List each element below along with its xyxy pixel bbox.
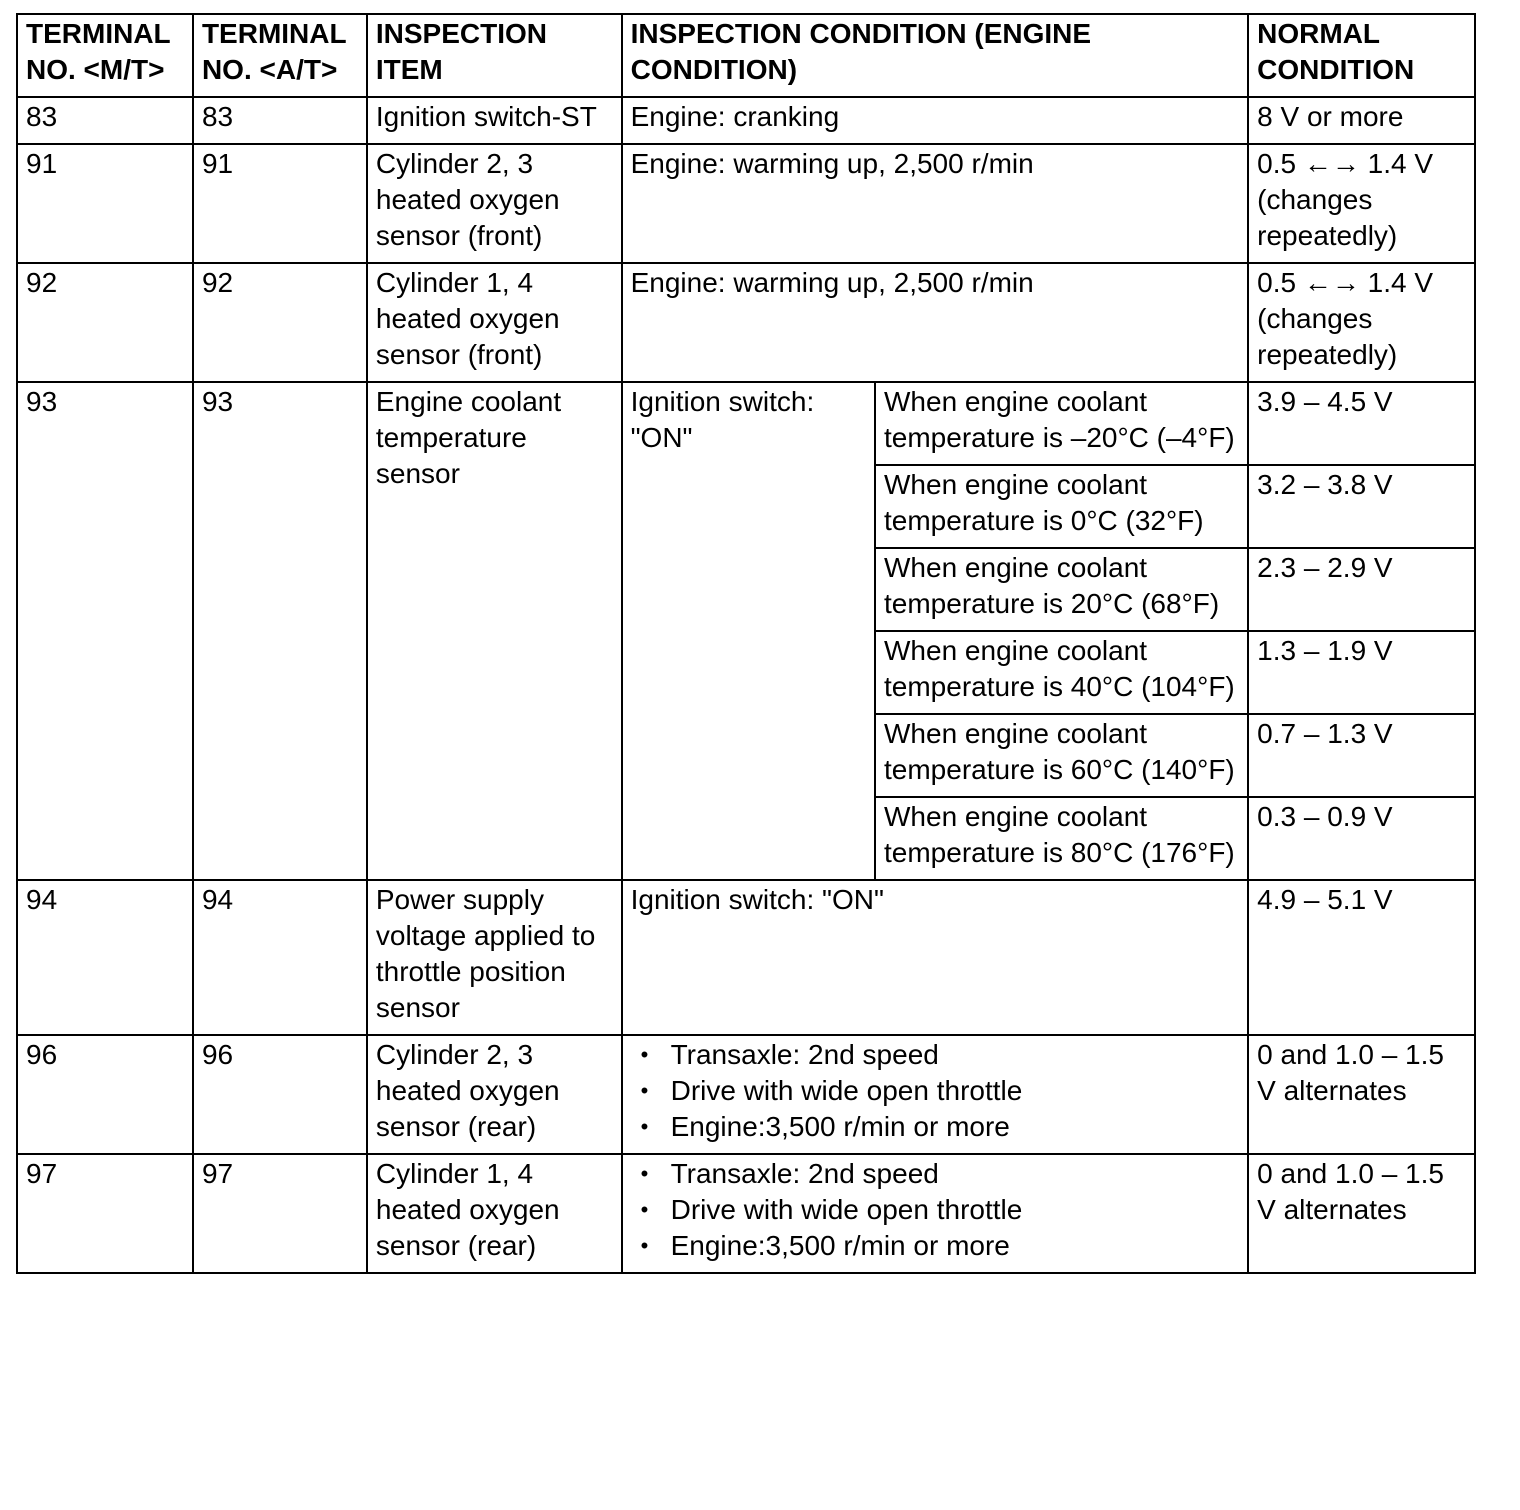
normal-condition: 2.3 – 2.9 V bbox=[1248, 548, 1475, 631]
list-item: • Engine:3,500 r/min or more bbox=[631, 1228, 1240, 1264]
inspection-item: Cylinder 2, 3 heated oxygen sensor (front) bbox=[367, 144, 622, 263]
terminal-mt: 93 bbox=[17, 382, 193, 880]
inspection-condition: Engine: warming up, 2,500 r/min bbox=[622, 263, 1249, 382]
condition-list bbox=[631, 1156, 1240, 1264]
table-row bbox=[17, 1154, 1475, 1273]
normal-condition: 0 and 1.0 – 1.5 V alternates bbox=[1248, 1035, 1475, 1154]
terminal-at: 96 bbox=[193, 1035, 367, 1154]
terminal-mt: 83 bbox=[17, 97, 193, 144]
header-row bbox=[17, 14, 1475, 97]
coolant-condition: When engine coolant temperature is 60°C (140°F) bbox=[875, 714, 1248, 797]
table-row bbox=[17, 1035, 1475, 1154]
terminal-mt: 92 bbox=[17, 263, 193, 382]
inspection-item: Cylinder 1, 4 heated oxygen sensor (front) bbox=[367, 263, 622, 382]
condition-list bbox=[631, 1037, 1240, 1145]
normal-condition: 4.9 – 5.1 V bbox=[1248, 880, 1475, 1035]
list-item: • Transaxle: 2nd speed bbox=[631, 1156, 1240, 1192]
terminal-at: 83 bbox=[193, 97, 367, 144]
normal-condition: 8 V or more bbox=[1248, 97, 1475, 144]
terminal-at: 92 bbox=[193, 263, 367, 382]
inspection-condition: Engine: warming up, 2,500 r/min bbox=[622, 144, 1249, 263]
header-inspection-condition: INSPECTION CONDITION (ENGINE CONDITION) bbox=[622, 14, 1249, 97]
normal-condition: 0.3 – 0.9 V bbox=[1248, 797, 1475, 880]
inspection-condition bbox=[622, 1154, 1249, 1273]
header-terminal-at: TERMINAL NO. <A/T> bbox=[193, 14, 367, 97]
list-item: • Drive with wide open throttle bbox=[631, 1073, 1240, 1109]
terminal-at: 94 bbox=[193, 880, 367, 1035]
terminal-mt: 91 bbox=[17, 144, 193, 263]
terminal-at: 91 bbox=[193, 144, 367, 263]
normal-condition: 3.2 – 3.8 V bbox=[1248, 465, 1475, 548]
header-normal-condition: NORMAL CONDITION bbox=[1248, 14, 1475, 97]
table-row bbox=[17, 382, 1475, 465]
table-row bbox=[17, 144, 1475, 263]
list-item: • Drive with wide open throttle bbox=[631, 1192, 1240, 1228]
header-inspection-item: INSPECTION ITEM bbox=[367, 14, 622, 97]
terminal-mt: 94 bbox=[17, 880, 193, 1035]
inspection-condition bbox=[622, 1035, 1249, 1154]
inspection-item: Cylinder 2, 3 heated oxygen sensor (rear) bbox=[367, 1035, 622, 1154]
coolant-condition: When engine coolant temperature is 20°C (68°F) bbox=[875, 548, 1248, 631]
normal-condition: 0 and 1.0 – 1.5 V alternates bbox=[1248, 1154, 1475, 1273]
terminal-mt: 97 bbox=[17, 1154, 193, 1273]
normal-condition: 3.9 – 4.5 V bbox=[1248, 382, 1475, 465]
normal-condition: 0.7 – 1.3 V bbox=[1248, 714, 1475, 797]
list-item: • Transaxle: 2nd speed bbox=[631, 1037, 1240, 1073]
inspection-item: Ignition switch-ST bbox=[367, 97, 622, 144]
normal-condition: 1.3 – 1.9 V bbox=[1248, 631, 1475, 714]
normal-condition: 0.5 ←→ 1.4 V (changes repeatedly) bbox=[1248, 144, 1475, 263]
coolant-condition: When engine coolant temperature is 40°C (104°F) bbox=[875, 631, 1248, 714]
list-item: • Engine:3,500 r/min or more bbox=[631, 1109, 1240, 1145]
normal-condition: 0.5 ←→ 1.4 V (changes repeatedly) bbox=[1248, 263, 1475, 382]
table-row bbox=[17, 97, 1475, 144]
inspection-condition: Engine: cranking bbox=[622, 97, 1249, 144]
coolant-condition: When engine coolant temperature is –20°C (–4°F) bbox=[875, 382, 1248, 465]
terminal-at: 97 bbox=[193, 1154, 367, 1273]
inspection-condition: Ignition switch: "ON" bbox=[622, 880, 1249, 1035]
inspection-condition: Ignition switch: "ON" bbox=[622, 382, 875, 880]
inspection-table bbox=[16, 13, 1476, 1274]
inspection-item: Engine coolant temperature sensor bbox=[367, 382, 622, 880]
inspection-item: Power supply voltage applied to throttle position sensor bbox=[367, 880, 622, 1035]
terminal-mt: 96 bbox=[17, 1035, 193, 1154]
terminal-at: 93 bbox=[193, 382, 367, 880]
coolant-condition: When engine coolant temperature is 80°C (176°F) bbox=[875, 797, 1248, 880]
table-row bbox=[17, 880, 1475, 1035]
coolant-condition: When engine coolant temperature is 0°C (32°F) bbox=[875, 465, 1248, 548]
inspection-item: Cylinder 1, 4 heated oxygen sensor (rear) bbox=[367, 1154, 622, 1273]
header-terminal-mt: TERMINAL NO. <M/T> bbox=[17, 14, 193, 97]
table-row bbox=[17, 263, 1475, 382]
